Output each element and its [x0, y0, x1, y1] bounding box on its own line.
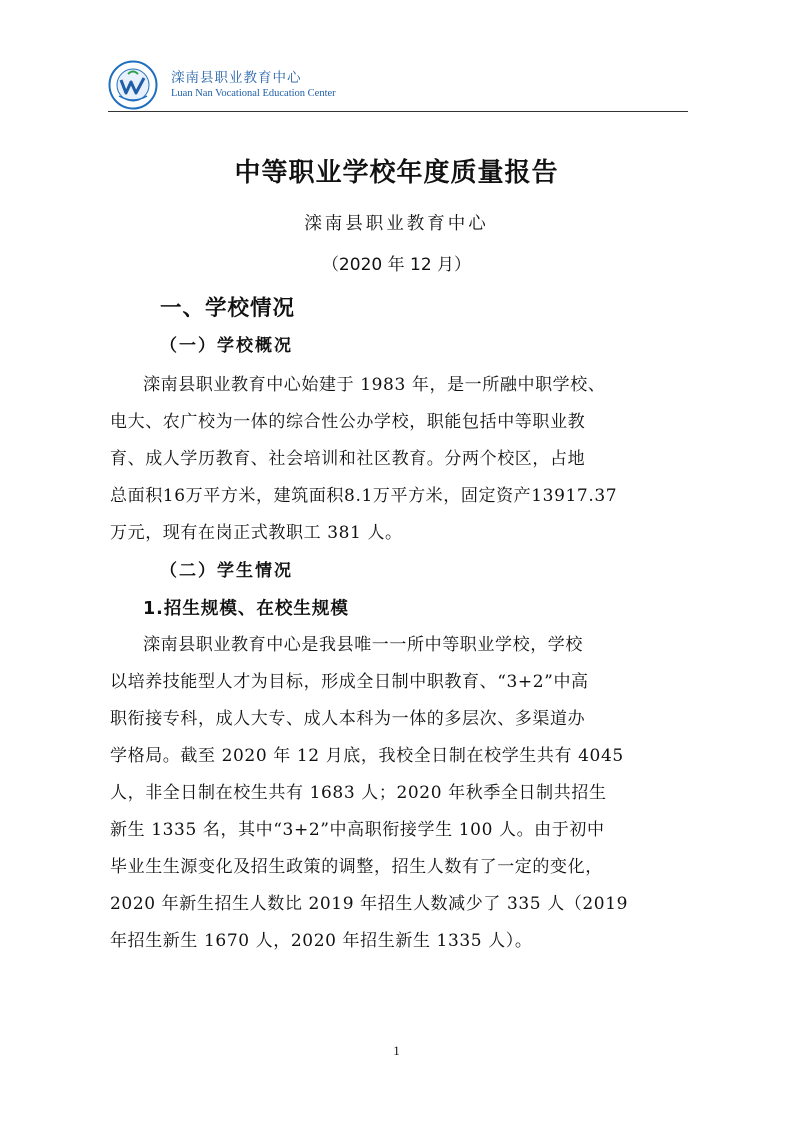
paragraph-line: 育、成人学历教育、社会培训和社区教育。分两个校区，占地	[110, 449, 586, 469]
subsection-heading-students: （二）学生情况	[160, 561, 293, 581]
paragraph-line: 毕业生生源变化及招生政策的调整，招生人数有了一定的变化，	[110, 857, 603, 877]
org-name-en: Luan Nan Vocational Education Center	[171, 88, 336, 99]
paragraph-line: 总面积16万平方米，建筑面积8.1万平方米，固定资产13917.37	[110, 486, 618, 506]
subheading-enrollment-scale: 1.招生规模、在校生规模	[143, 599, 349, 619]
paragraph-line: 万元，现有在岗正式教职工 381 人。	[110, 523, 403, 543]
paragraph-line: 以培养技能型人才为目标，形成全日制中职教育、“3+2”中高	[110, 672, 589, 692]
paragraph-line: 2020 年新生招生人数比 2019 年招生人数减少了 335 人（2019	[110, 894, 629, 914]
paragraph-line: 新生 1335 名，其中“3+2”中高职衔接学生 100 人。由于初中	[110, 820, 605, 840]
org-name-cn: 滦南县职业教育中心	[171, 70, 302, 86]
page-number: 1	[393, 1043, 400, 1058]
paragraph-line: 学格局。截至 2020 年 12 月底，我校全日制在校学生共有 4045	[110, 746, 624, 766]
page-header	[108, 58, 688, 112]
paragraph-line: 滦南县职业教育中心是我县唯一一所中等职业学校，学校	[143, 635, 583, 655]
paragraph-line: 年招生新生 1670 人，2020 年招生新生 1335 人）。	[110, 931, 533, 951]
report-title: 中等职业学校年度质量报告	[234, 158, 559, 188]
school-logo	[108, 60, 158, 110]
report-subtitle: 滦南县职业教育中心	[304, 214, 489, 234]
paragraph-line: 电大、农广校为一体的综合性公办学校，职能包括中等职业教	[110, 412, 586, 432]
report-date: （2020 年 12 月）	[321, 255, 472, 275]
section-heading-school-overview: 一、学校情况	[160, 296, 296, 321]
subsection-heading-school-profile: （一）学校概况	[160, 336, 293, 356]
paragraph-line: 滦南县职业教育中心始建于 1983 年，是一所融中职学校、	[143, 375, 606, 395]
paragraph-line: 人，非全日制在校生共有 1683 人；2020 年秋季全日制共招生	[110, 783, 607, 803]
header-divider	[108, 111, 688, 112]
paragraph-line: 职衔接专科，成人大专、成人本科为一体的多层次、多渠道办	[110, 709, 586, 729]
